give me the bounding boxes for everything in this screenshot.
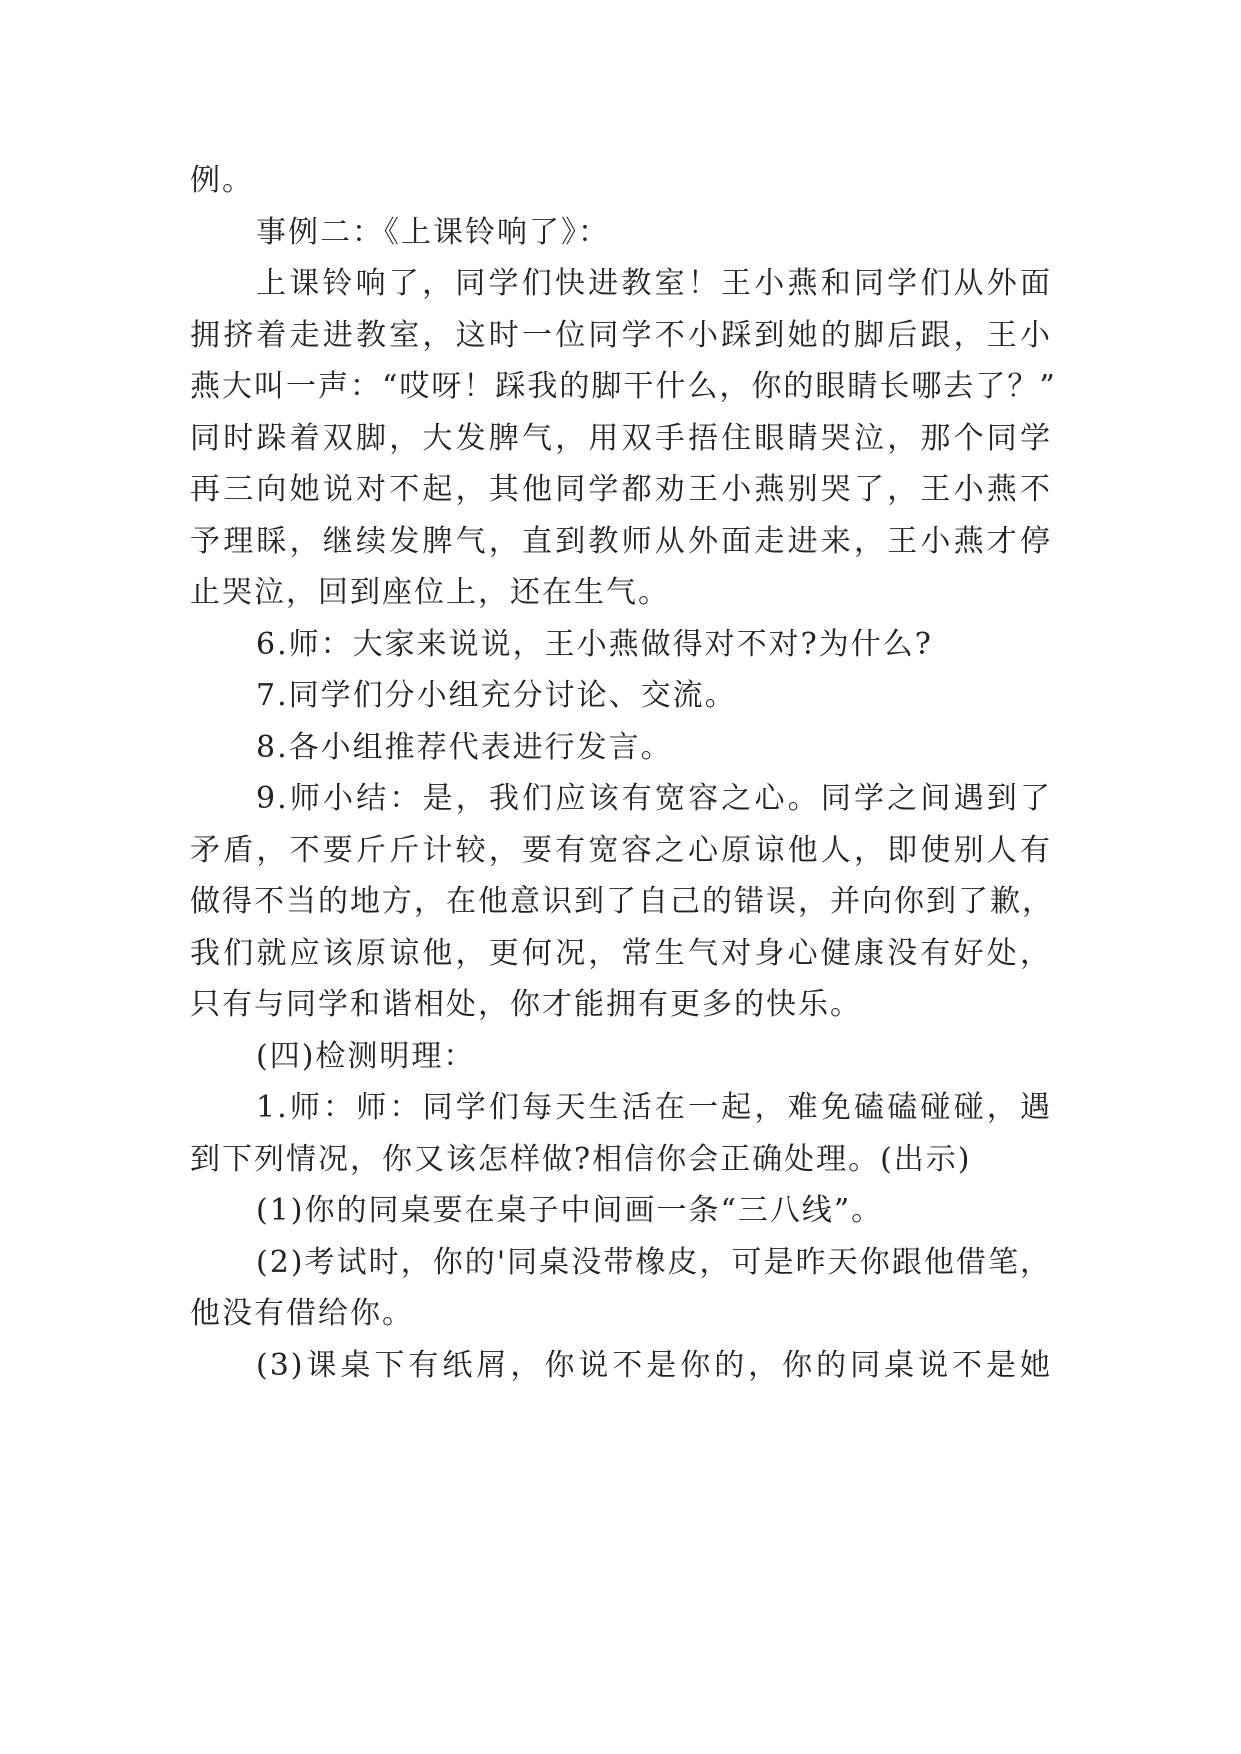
document-body — [190, 155, 1057, 1391]
text-line: 拥挤着走进教室，这时一位同学不小踩到她的脚后跟，王小 — [190, 317, 1052, 353]
text-line: (四)检测明理： — [256, 1038, 476, 1074]
text-line: 8.各小组推荐代表进行发言。 — [256, 729, 673, 765]
text-line: 燕大叫一声：“哎呀！踩我的脚干什么，你的眼睛长哪去了？” — [190, 369, 1057, 404]
text-line: 到下列情况，你又该怎样做?相信你会正确处理。(出示) — [190, 1141, 972, 1177]
text-line: 我们就应该原谅他，更何况，常生气对身心健康没有好处， — [190, 935, 1052, 971]
text-line: 例。 — [190, 163, 254, 198]
text-line: 事例二：《上课铃响了》： — [256, 214, 610, 250]
text-line: 7.同学们分小组充分讨论、交流。 — [256, 678, 737, 713]
text-line: 1.师：师：同学们每天生活在一起，难免磕磕碰碰，遇 — [256, 1090, 1052, 1125]
text-line: 予理睬，继续发脾气，直到教师从外面走进来，王小燕才停 — [190, 523, 1052, 559]
text-line: 只有与同学和谐相处，你才能拥有更多的快乐。 — [190, 987, 862, 1022]
text-line: (3)课桌下有纸屑，你说不是你的，你的同桌说不是她 — [256, 1347, 1052, 1383]
text-line: 做得不当的地方，在他意识到了自己的错误，并向你到了歉， — [190, 884, 1054, 919]
text-line: 上课铃响了，同学们快进教室！王小燕和同学们从外面 — [256, 266, 1052, 301]
text-line: 再三向她说对不起，其他同学都劝王小燕别哭了，王小燕不 — [190, 472, 1052, 507]
text-line: 6.师：大家来说说，王小燕做得对不对?为什么? — [256, 626, 933, 662]
text-line: 他没有借给你。 — [190, 1296, 414, 1331]
text-line: (2)考试时，你的'同桌没带橡皮，可是昨天你跟他借笔， — [256, 1244, 1052, 1280]
text-line: 同时跺着双脚，大发脾气，用双手捂住眼睛哭泣，那个同学 — [190, 420, 1052, 456]
text-line: (1)你的同桌要在桌子中间画一条“三八线”。 — [256, 1193, 884, 1228]
text-line: 止哭泣，回到座位上，还在生气。 — [190, 575, 670, 610]
text-line: 9.师小结：是，我们应该有宽容之心。同学之间遇到了 — [256, 781, 1052, 816]
text-line: 矛盾，不要斤斤计较，要有宽容之心原谅他人，即使别人有 — [190, 832, 1052, 868]
